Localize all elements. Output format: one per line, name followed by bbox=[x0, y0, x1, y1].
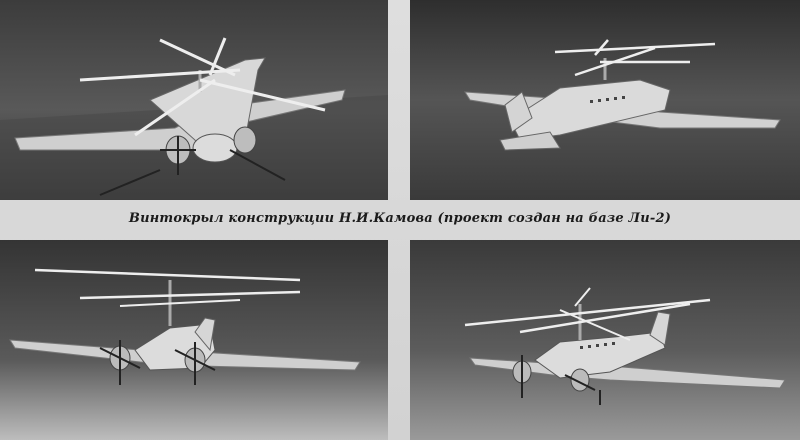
photo-model-rear-side bbox=[410, 0, 800, 200]
photo-model-top-front bbox=[0, 0, 388, 200]
figure-caption: Винтокрыл конструкции Н.И.Камова (проект создан на базе Ли-2) bbox=[128, 211, 672, 226]
photo-model-front-three-quarter bbox=[410, 240, 800, 440]
photo-model-front-left bbox=[0, 240, 388, 440]
